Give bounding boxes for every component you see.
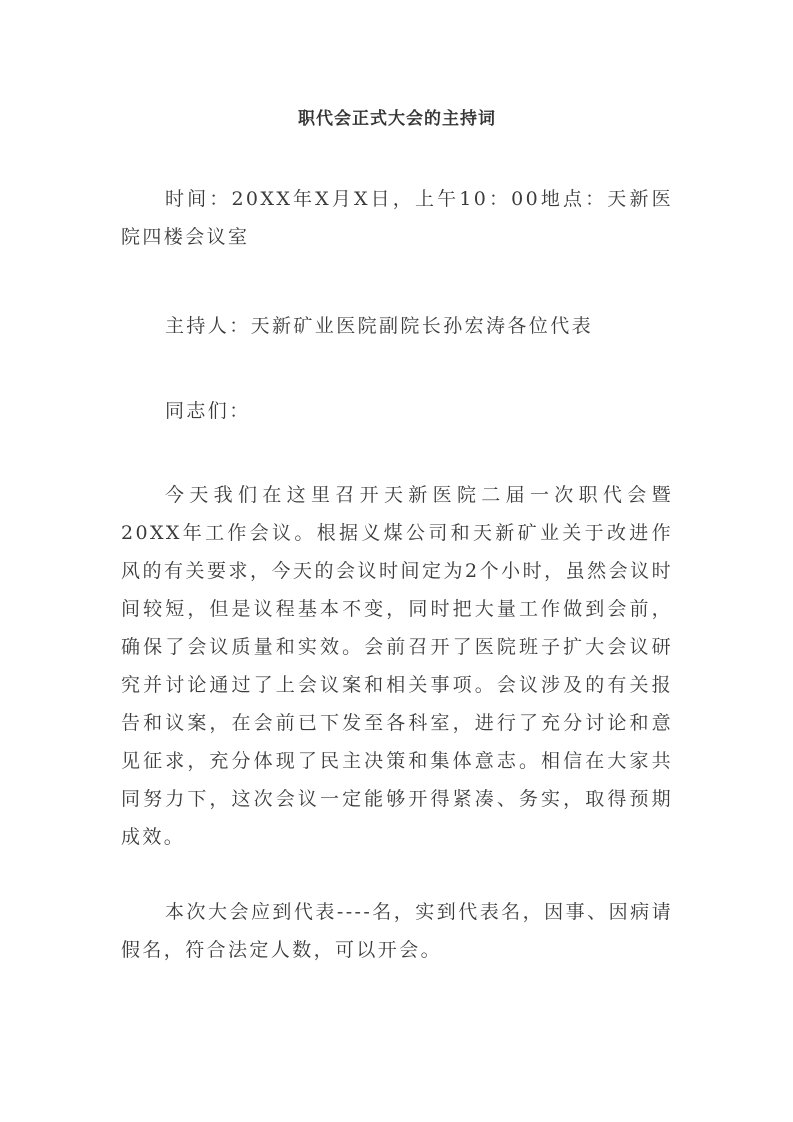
time-location-paragraph: 时间：20XX年X月X日，上午10：00地点：天新医院四楼会议室 — [121, 188, 673, 248]
opening-paragraph: 今天我们在这里召开天新医院二届一次职代会暨20XX年工作会议。根据义煤公司和天新矿业关于改进作风的有关要求，今天的会议时间定为2个小时，虽然会议时间较短，但是议程基本不变，同时把大量工作做到会前，确保了会议质量和实效。会前召开了医院班子扩大会议研究并讨论通过了上会议案和相关事项。会议涉及的有关报告和议案，在会前已下发至各科室，进行了充分讨论和意见征求，充分体现了民主决策和集体意志。相信在大家共同努力下，这次会议一定能够开得紧凑、务实，取得预期成效。 — [121, 484, 673, 848]
document-title: 职代会正式大会的主持词 — [298, 109, 496, 129]
attendance-paragraph: 本次大会应到代表----名，实到代表名，因事、因病请假名，符合法定人数，可以开会。 — [121, 901, 673, 961]
host-paragraph: 主持人：天新矿业医院副院长孙宏涛各位代表 — [165, 315, 594, 337]
greeting-paragraph: 同志们： — [165, 400, 251, 422]
